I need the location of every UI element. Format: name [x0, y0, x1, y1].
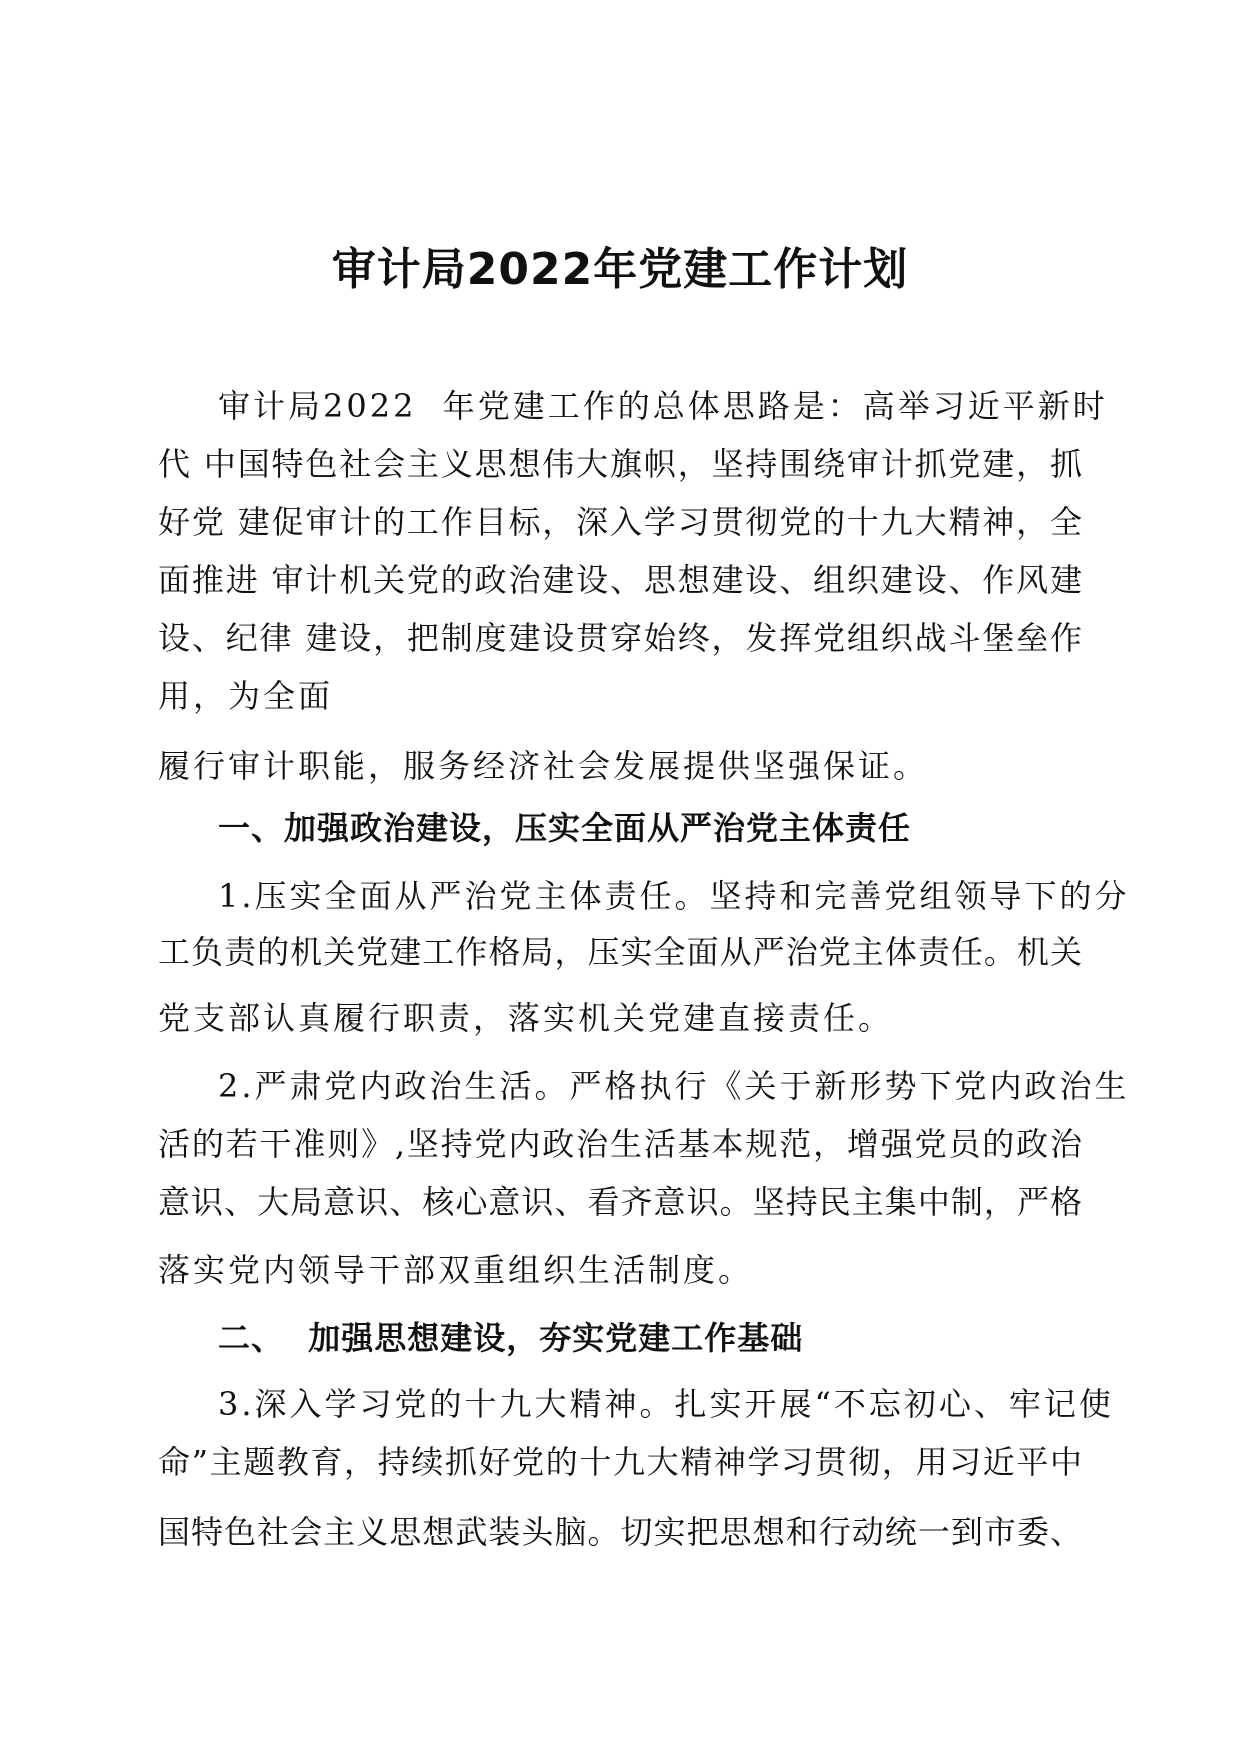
intro-line: 履行审计职能，服务经济社会发展提供坚强保证。 — [158, 747, 929, 785]
item-line: 1.压实全面从严治党主体责任。坚持和完善党组领导下的分 — [218, 877, 1130, 915]
intro-line: 用，为全面 — [158, 677, 334, 715]
section-heading: 一、加强政治建设，压实全面从严治党主体责任 — [218, 809, 912, 847]
item-line: 工负责的机关党建工作格局，压实全面从严治党主体责任。机关 — [158, 933, 1082, 971]
intro-line: 设、纪律 建设，把制度建设贯穿始终，发挥党组织战斗堡垒作 — [158, 619, 1082, 657]
intro-line: 面推进 审计机关党的政治建设、思想建设、组织建设、作风建 — [158, 561, 1082, 599]
intro-line: 代 中国特色社会主义思想伟大旗帜，坚持围绕审计抓党建，抓 — [158, 445, 1082, 483]
item-line: 党支部认真履行职责，落实机关党建直接责任。 — [158, 999, 894, 1037]
item-line: 命”主题教育，持续抓好党的十九大精神学习贯彻，用习近平中 — [158, 1443, 1082, 1481]
item-line: 3.深入学习党的十九大精神。扎实开展“不忘初心、牢记使 — [218, 1385, 1114, 1423]
intro-line: 审计局2022 年党建工作的总体思路是：高举习近平新时 — [218, 387, 1108, 425]
item-line: 落实党内领导干部双重组织生活制度。 — [158, 1251, 754, 1289]
item-line: 2.严肃党内政治生活。严格执行《关于新形势下党内政治生 — [218, 1067, 1130, 1105]
item-line: 国特色社会主义思想武装头脑。切实把思想和行动统一到市委、 — [158, 1513, 1082, 1551]
document-title: 审计局2022年党建工作计划 — [331, 244, 909, 295]
section-heading: 二、 加强思想建设，夯实党建工作基础 — [218, 1319, 804, 1357]
item-line: 意识、大局意识、核心意识、看齐意识。坚持民主集中制，严格 — [158, 1183, 1082, 1221]
intro-line: 好党 建促审计的工作目标，深入学习贯彻党的十九大精神，全 — [158, 503, 1082, 541]
item-line: 活的若干准则》,坚持党内政治生活基本规范，增强党员的政治 — [158, 1125, 1082, 1163]
